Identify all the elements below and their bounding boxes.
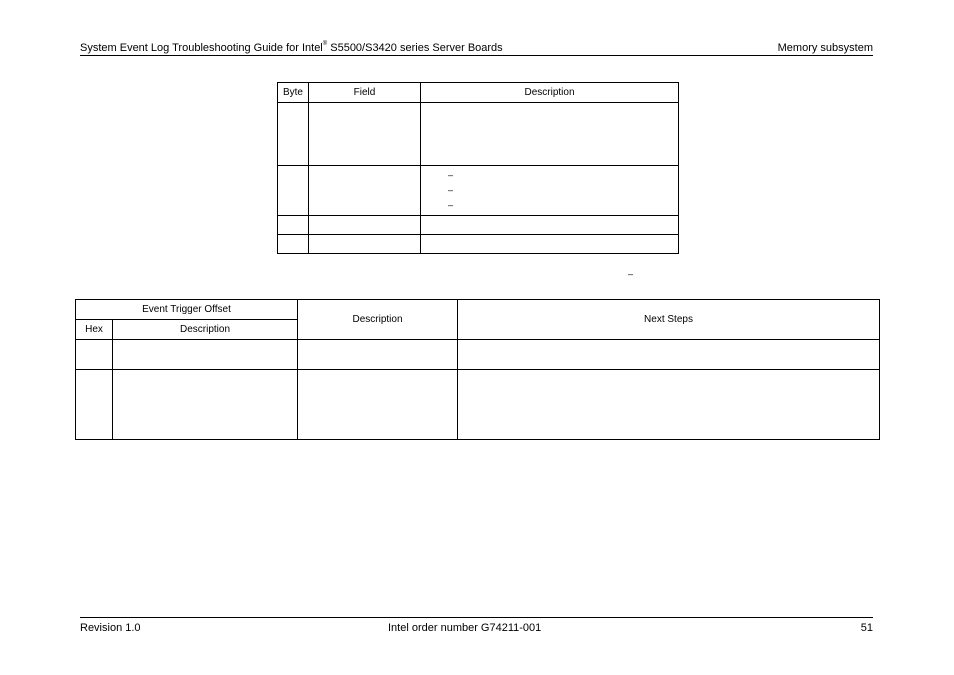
table-row <box>278 216 679 235</box>
offset-description-column-header: Description <box>113 320 298 340</box>
dash-bullet: – <box>448 185 454 195</box>
sel-format-table <box>277 82 679 254</box>
table-row <box>278 103 679 166</box>
document-title: System Event Log Troubleshooting Guide for Intel® S5500/S3420 series Server Boards <box>80 41 503 54</box>
table-row <box>76 340 880 370</box>
table-cell <box>421 216 679 235</box>
caption-dash: – <box>628 269 634 279</box>
dash-bullet: – <box>448 200 454 210</box>
byte-column-header: Byte <box>278 83 309 103</box>
table-cell <box>421 166 679 216</box>
table-cell <box>458 370 880 440</box>
description-column-header: Description <box>298 300 458 340</box>
table-header-row <box>278 83 679 103</box>
table-cell <box>309 235 421 254</box>
table-header-row <box>76 300 880 320</box>
description-column-header: Description <box>421 83 679 103</box>
table-cell <box>278 216 309 235</box>
section-title: Memory subsystem <box>777 42 873 54</box>
table-cell <box>309 216 421 235</box>
table-cell <box>278 235 309 254</box>
hex-column-header: Hex <box>76 320 113 340</box>
table-row <box>76 370 880 440</box>
page-header <box>80 41 873 56</box>
table-cell <box>278 103 309 166</box>
table-cell <box>298 370 458 440</box>
table-cell <box>298 340 458 370</box>
table-cell <box>421 235 679 254</box>
table-cell <box>76 340 113 370</box>
event-trigger-offset-header: Event Trigger Offset <box>76 300 298 320</box>
table-cell <box>113 340 298 370</box>
event-trigger-table <box>75 299 880 440</box>
revision-label: Revision 1.0 <box>80 622 141 634</box>
table-cell <box>309 103 421 166</box>
table-row <box>278 166 679 216</box>
table-row <box>278 235 679 254</box>
page-footer <box>80 617 873 636</box>
table-cell <box>458 340 880 370</box>
registered-mark: ® <box>322 41 328 47</box>
table-cell <box>421 103 679 166</box>
table-cell <box>309 166 421 216</box>
dash-list <box>421 168 678 213</box>
order-number: Intel order number G74211-001 <box>388 622 542 634</box>
table-cell <box>278 166 309 216</box>
table-cell <box>76 370 113 440</box>
field-column-header: Field <box>309 83 421 103</box>
page-number: 51 <box>860 622 873 634</box>
dash-bullet: – <box>448 170 454 180</box>
table-cell <box>113 370 298 440</box>
next-steps-column-header: Next Steps <box>458 300 880 340</box>
